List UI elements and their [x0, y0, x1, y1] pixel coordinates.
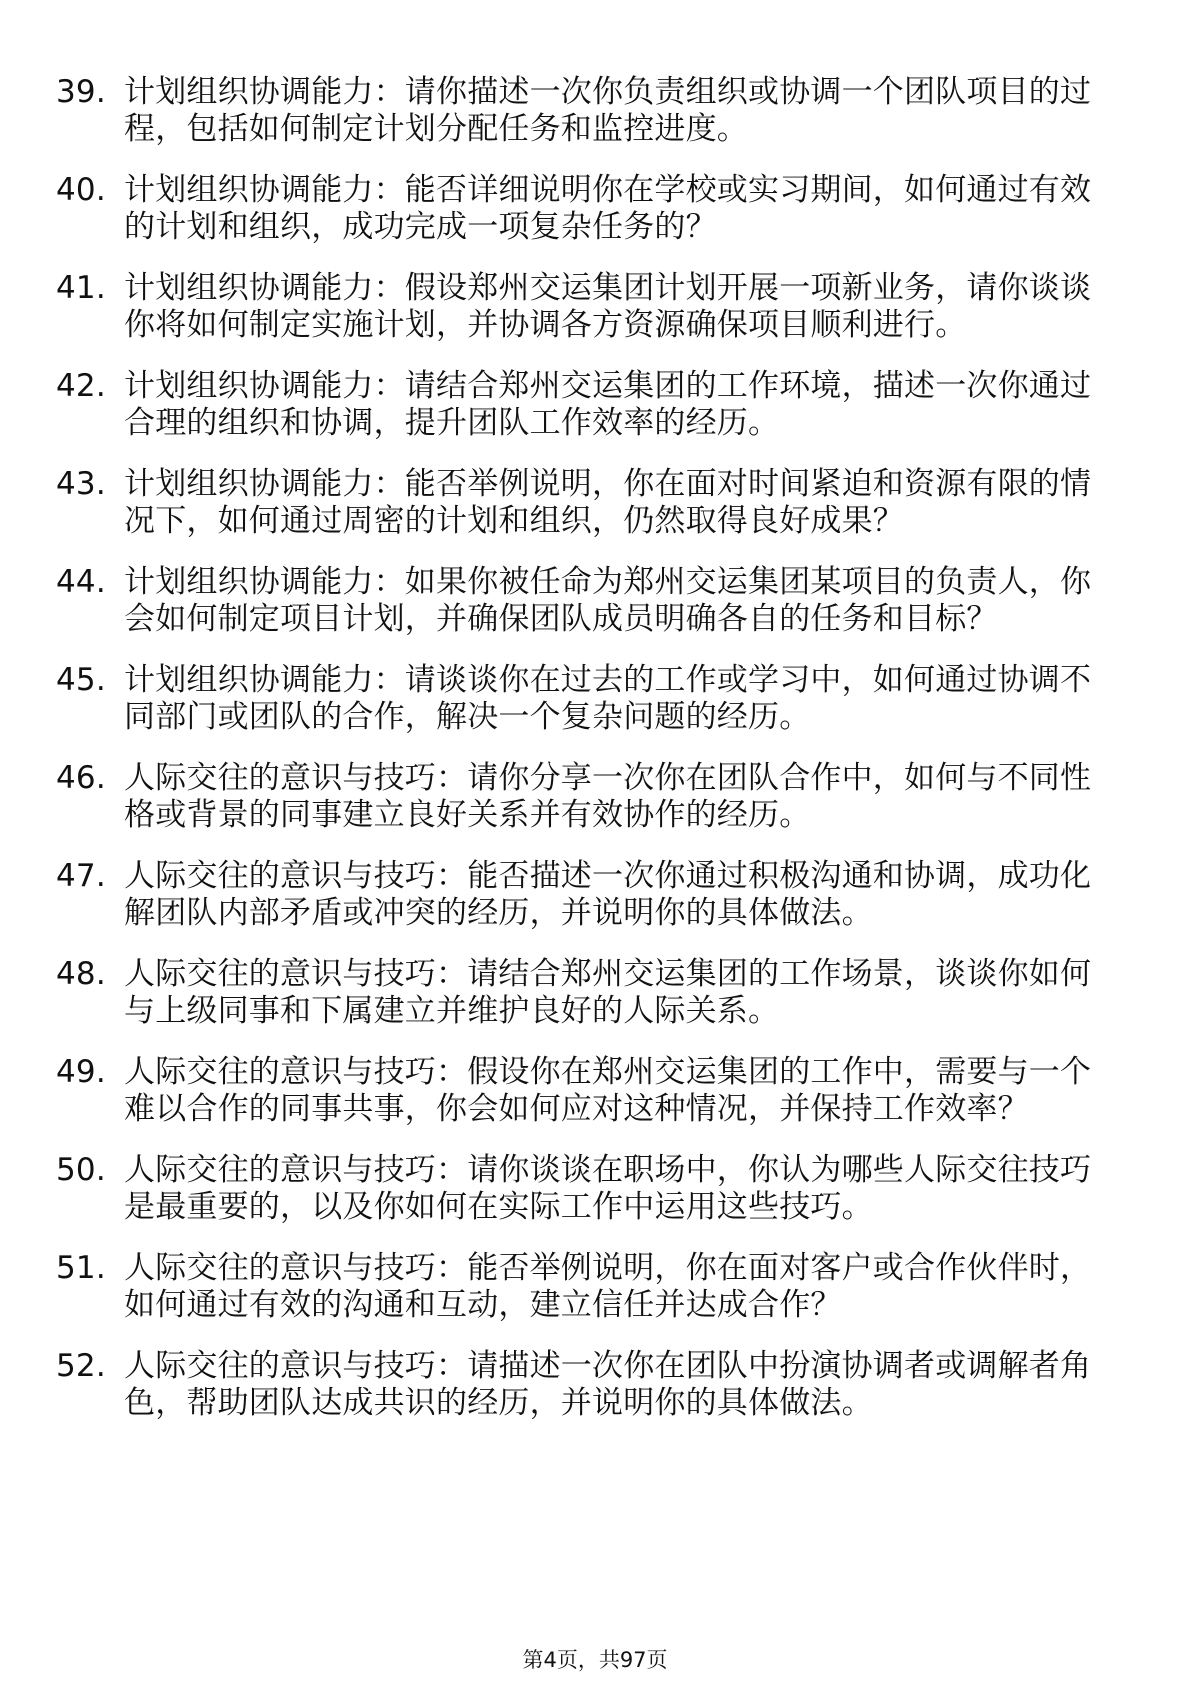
- question-number: 48.: [56, 956, 106, 992]
- question-text: 人际交往的意识与技巧：请你分享一次你在团队合作中，如何与不同性格或背景的同事建立良好关系并有效协作的经历。: [124, 760, 1092, 833]
- question-number: 46.: [56, 760, 106, 796]
- question-text: 计划组织协调能力：请结合郑州交运集团的工作环境，描述一次你通过合理的组织和协调，提升团队工作效率的经历。: [124, 368, 1092, 441]
- question-number: 52.: [56, 1348, 106, 1384]
- question-number: 50.: [56, 1152, 106, 1188]
- question-item: [56, 1348, 1106, 1422]
- question-item: [56, 74, 1106, 148]
- question-number: 44.: [56, 564, 106, 600]
- question-item: [56, 1250, 1106, 1324]
- question-text: 计划组织协调能力：如果你被任命为郑州交运集团某项目的负责人，你会如何制定项目计划，并确保团队成员明确各自的任务和目标？: [124, 564, 1092, 637]
- question-list: [56, 74, 1106, 1446]
- question-text: 计划组织协调能力：请你描述一次你负责组织或协调一个团队项目的过程，包括如何制定计划分配任务和监控进度。: [124, 74, 1092, 147]
- question-item: [56, 858, 1106, 932]
- question-text: 计划组织协调能力：假设郑州交运集团计划开展一项新业务，请你谈谈你将如何制定实施计划，并协调各方资源确保项目顺利进行。: [124, 270, 1092, 343]
- question-number: 42.: [56, 368, 106, 404]
- page-footer: [0, 1647, 1190, 1673]
- question-number: 39.: [56, 74, 106, 110]
- question-item: [56, 1054, 1106, 1128]
- question-text: 人际交往的意识与技巧：假设你在郑州交运集团的工作中，需要与一个难以合作的同事共事，你会如何应对这种情况，并保持工作效率？: [124, 1054, 1092, 1127]
- question-number: 47.: [56, 858, 106, 894]
- question-item: [56, 1152, 1106, 1226]
- question-number: 49.: [56, 1054, 106, 1090]
- question-number: 51.: [56, 1250, 106, 1286]
- question-text: 人际交往的意识与技巧：请描述一次你在团队中扮演协调者或调解者角色，帮助团队达成共识的经历，并说明你的具体做法。: [124, 1348, 1092, 1421]
- question-item: [56, 466, 1106, 540]
- question-item: [56, 270, 1106, 344]
- question-number: 41.: [56, 270, 106, 306]
- question-text: 计划组织协调能力：请谈谈你在过去的工作或学习中，如何通过协调不同部门或团队的合作，解决一个复杂问题的经历。: [124, 662, 1092, 735]
- question-text: 人际交往的意识与技巧：请你谈谈在职场中，你认为哪些人际交往技巧是最重要的，以及你如何在实际工作中运用这些技巧。: [124, 1152, 1092, 1225]
- question-item: [56, 662, 1106, 736]
- question-text: 计划组织协调能力：能否举例说明，你在面对时间紧迫和资源有限的情况下，如何通过周密的计划和组织，仍然取得良好成果？: [124, 466, 1092, 539]
- question-item: [56, 956, 1106, 1030]
- question-text: 人际交往的意识与技巧：请结合郑州交运集团的工作场景，谈谈你如何与上级同事和下属建立并维护良好的人际关系。: [124, 956, 1092, 1029]
- question-text: 人际交往的意识与技巧：能否举例说明，你在面对客户或合作伙伴时，如何通过有效的沟通和互动，建立信任并达成合作？: [124, 1250, 1092, 1323]
- question-text: 人际交往的意识与技巧：能否描述一次你通过积极沟通和协调，成功化解团队内部矛盾或冲突的经历，并说明你的具体做法。: [124, 858, 1092, 931]
- page-number-label: 第4页，共97页: [522, 1648, 668, 1672]
- question-item: [56, 760, 1106, 834]
- question-number: 45.: [56, 662, 106, 698]
- question-item: [56, 172, 1106, 246]
- question-number: 40.: [56, 172, 106, 208]
- question-number: 43.: [56, 466, 106, 502]
- question-item: [56, 368, 1106, 442]
- question-text: 计划组织协调能力：能否详细说明你在学校或实习期间，如何通过有效的计划和组织，成功完成一项复杂任务的？: [124, 172, 1092, 245]
- question-item: [56, 564, 1106, 638]
